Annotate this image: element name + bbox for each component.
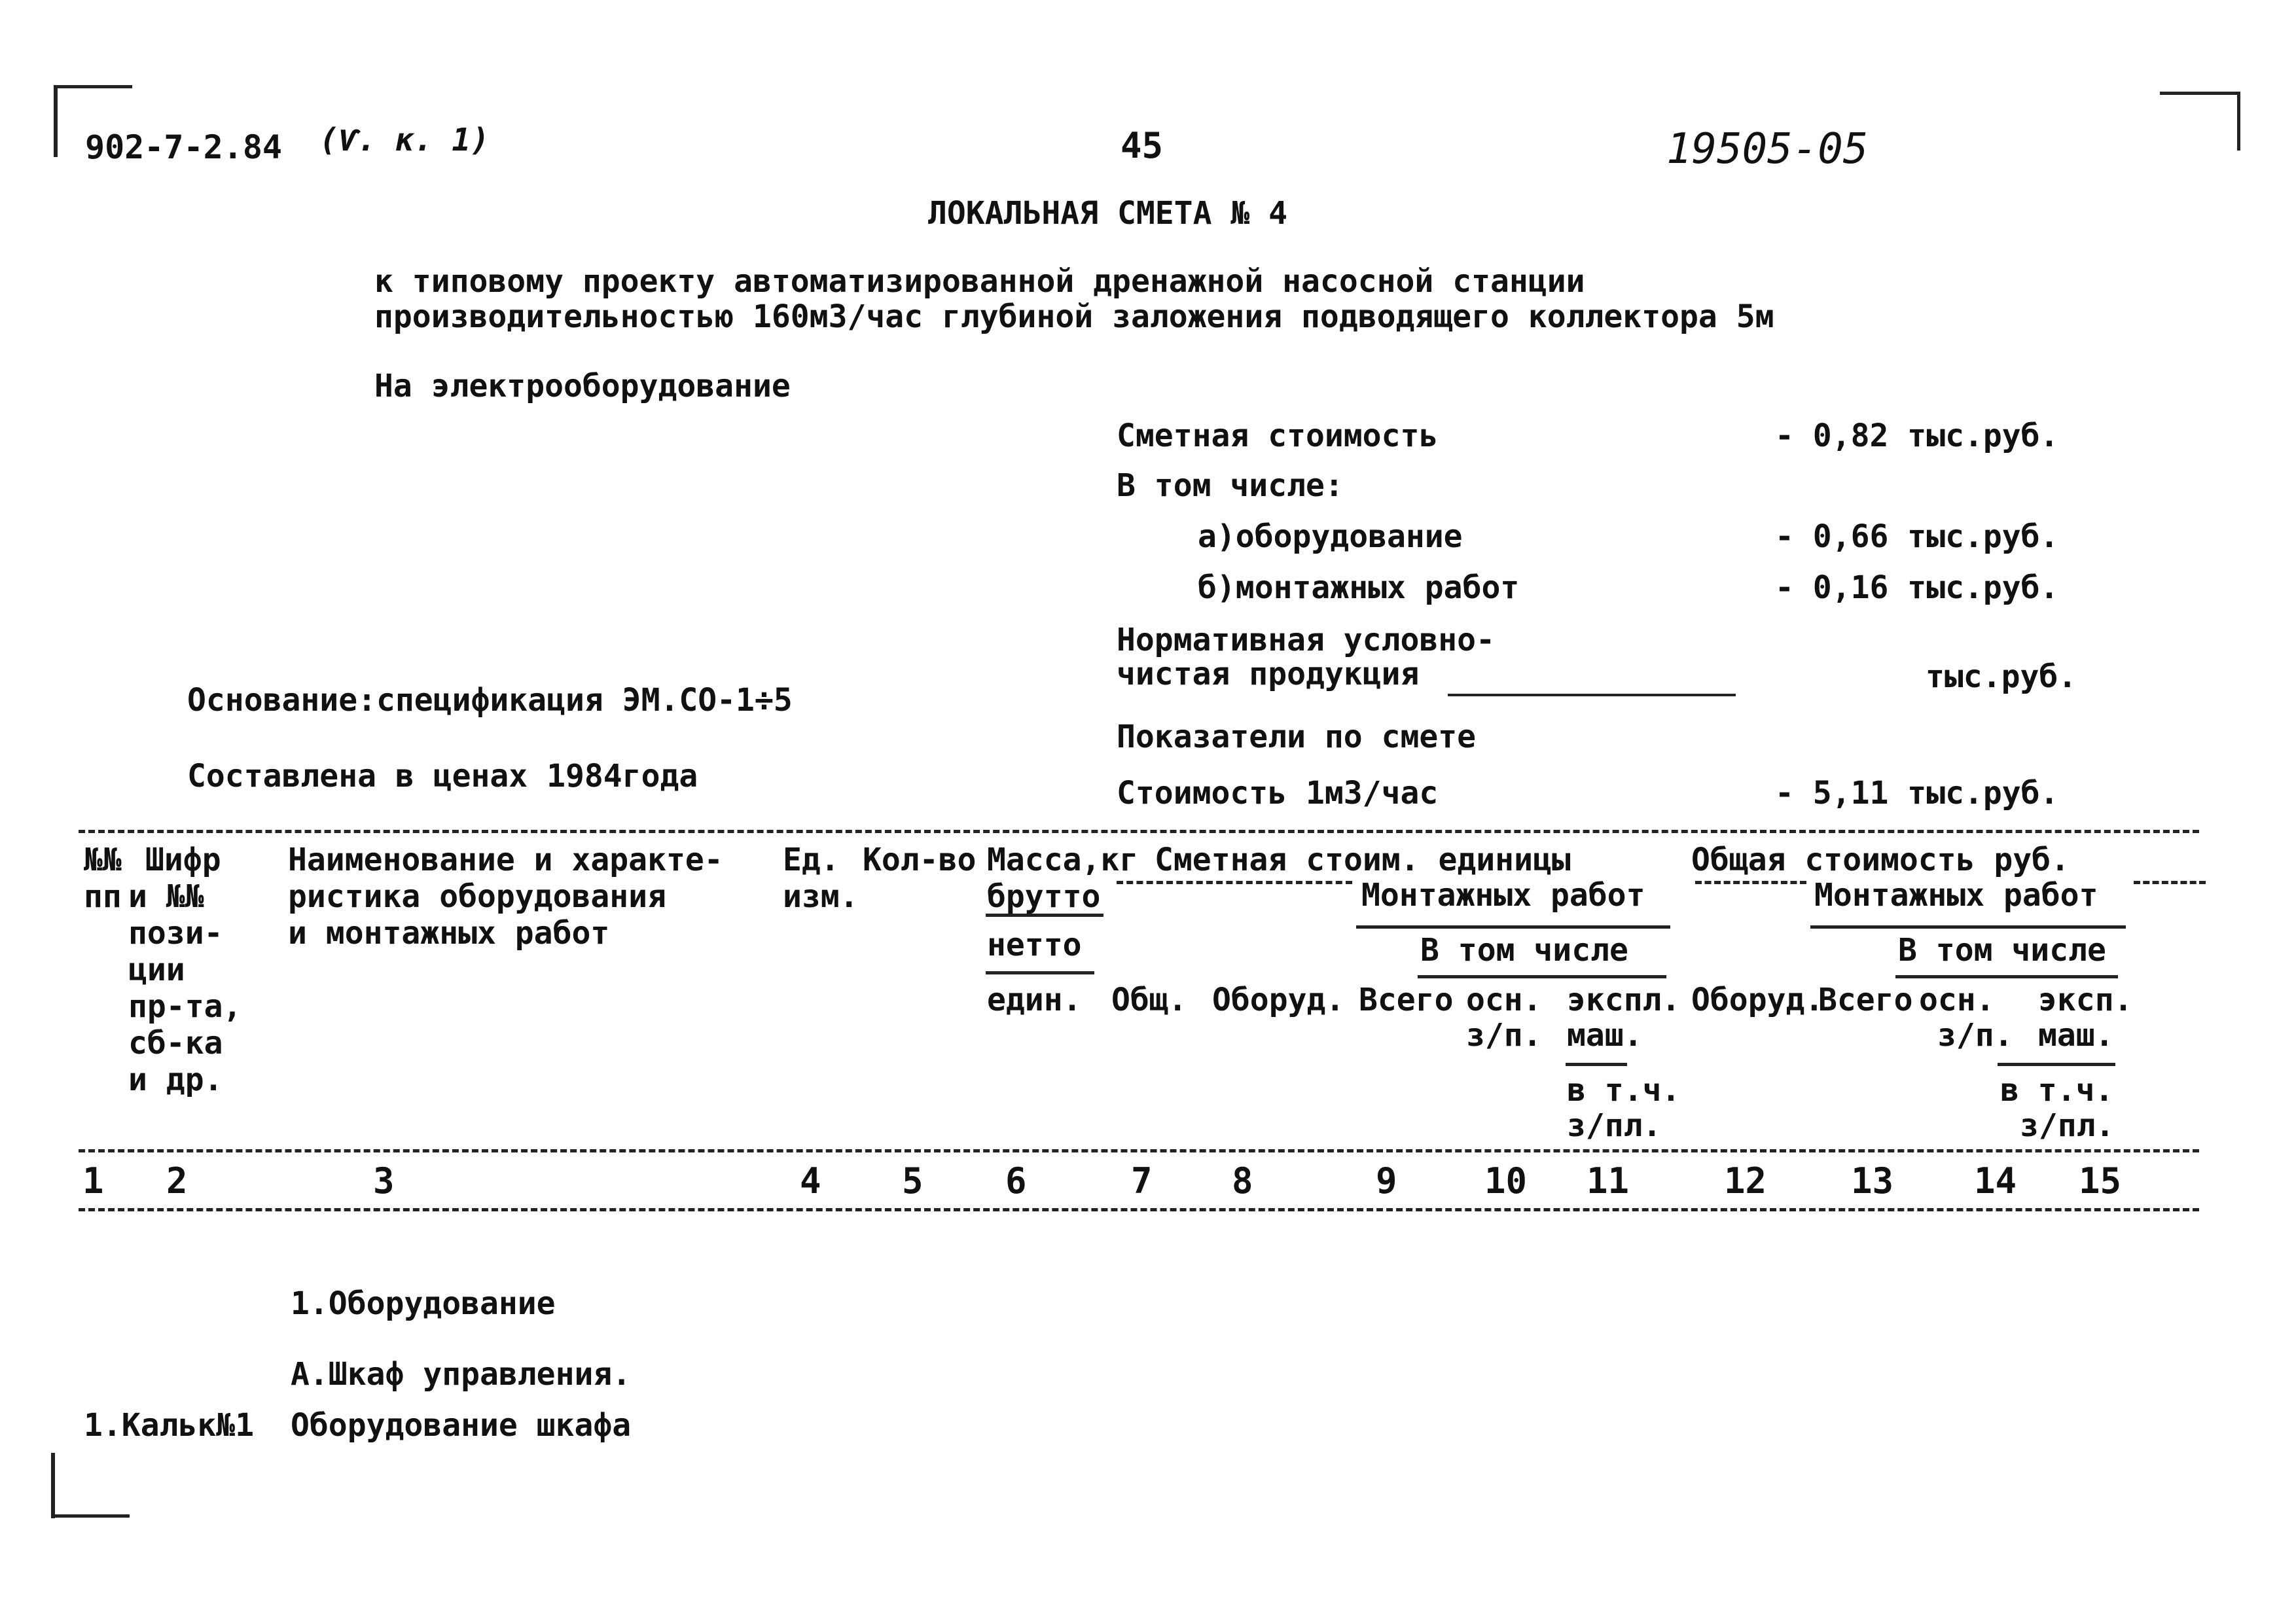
column-number: 12 — [1724, 1160, 1767, 1202]
col6-line-1: Масса,кг — [987, 842, 1139, 878]
column-number: 15 — [2079, 1160, 2122, 1202]
column-number: 2 — [166, 1160, 188, 1202]
volume-note: (Ѵ. к. 1) — [319, 122, 490, 158]
unit-cost-label: Стоимость 1м3/час — [1117, 775, 1439, 812]
prices-text: Составлена в ценах 1984года — [187, 758, 698, 794]
incl-unit-label: В том числе — [1420, 932, 1628, 969]
col2-line-1: Шифр — [145, 842, 221, 878]
column-number: 9 — [1376, 1160, 1397, 1202]
cost-label: Сметная стоимость — [1117, 418, 1439, 454]
col6-line-4: един. — [987, 982, 1082, 1018]
normative-value: тыс.руб. — [1926, 658, 2077, 695]
corner-mark-top-left-h — [54, 85, 132, 88]
col12-label: Оборуд. — [1691, 982, 1824, 1018]
project-code: 902-7-2.84 — [85, 128, 283, 166]
corner-mark-bottom-left — [51, 1453, 55, 1518]
subtitle-line-2: производительностью 160м3/час глубиной заложения подводящего коллектора 5м — [374, 298, 1774, 335]
total-group-label: Общая стоимость руб. — [1691, 842, 2070, 878]
column-number: 6 — [1005, 1160, 1027, 1202]
normative-blank-line — [1448, 694, 1736, 696]
col2-line-3: пози- — [128, 915, 223, 952]
corner-mark-top-right-v — [2237, 92, 2240, 151]
col11-rule — [1566, 1063, 1627, 1066]
cost-value: - 0,82 тыс.руб. — [1775, 418, 2059, 454]
col2-line-5: пр-та, — [128, 988, 242, 1025]
basis-text: Основание:спецификация ЭМ.СО-1÷5 — [187, 682, 793, 719]
col3-line-2: ристика оборудования — [288, 878, 666, 915]
col9-label: Всего — [1359, 982, 1454, 1018]
indicators-label: Показатели по смете — [1117, 719, 1477, 755]
column-number: 7 — [1131, 1160, 1153, 1202]
col15-line-3: в т.ч. — [2000, 1072, 2114, 1109]
col10-line-2: з/п. — [1466, 1017, 1542, 1054]
document-title: ЛОКАЛЬНАЯ СМЕТА № 4 — [928, 195, 1288, 232]
corner-mark-top-left — [54, 85, 58, 157]
column-number: 5 — [902, 1160, 924, 1202]
equipment-value: - 0,66 тыс.руб. — [1775, 518, 2059, 555]
col5-label: Кол-во — [863, 842, 977, 878]
col8-label: Оборуд. — [1212, 982, 1345, 1018]
unit-cost-group-rule — [1117, 881, 1352, 884]
column-number: 3 — [373, 1160, 395, 1202]
col2-line-2: и №№ — [128, 878, 204, 915]
corner-mark-bottom-left-h — [51, 1514, 130, 1518]
col11-line-4: з/пл. — [1567, 1107, 1662, 1144]
col1-line-2: пп — [84, 878, 122, 915]
total-group-rule — [1695, 881, 1806, 884]
col14-line-2: з/п. — [1937, 1017, 2013, 1054]
col4-line-2: изм. — [783, 878, 859, 915]
unit-cost-value: - 5,11 тыс.руб. — [1775, 775, 2059, 812]
column-number: 1 — [82, 1160, 104, 1202]
col15-line-2: маш. — [2038, 1017, 2114, 1054]
col6-line-2: брутто — [987, 878, 1101, 915]
incl-unit-rule — [1418, 975, 1666, 978]
col3-line-1: Наименование и характе- — [288, 842, 723, 878]
col7-label: Общ. — [1111, 982, 1187, 1018]
column-number: 4 — [800, 1160, 821, 1202]
incl-total-label: В том числе — [1898, 932, 2106, 969]
col15-line-1: эксп. — [2038, 982, 2133, 1018]
column-number: 8 — [1232, 1160, 1253, 1202]
mounting-label: б)монтажных работ — [1198, 569, 1520, 606]
mount-group-total-label: Монтажных работ — [1814, 877, 2098, 914]
col10-line-1: осн. — [1466, 982, 1542, 1018]
col15-rule — [1998, 1063, 2115, 1066]
total-group-rule-right — [2134, 881, 2206, 884]
col15-line-4: з/пл. — [2020, 1107, 2115, 1144]
col3-line-3: и монтажных работ — [288, 915, 610, 952]
mount-group-unit-label: Монтажных работ — [1361, 877, 1645, 914]
column-number: 10 — [1484, 1160, 1528, 1202]
col11-line-3: в т.ч. — [1567, 1072, 1681, 1109]
column-numbers-top-rule — [79, 1149, 2199, 1152]
row-position-code: 1.Кальк№1 — [84, 1407, 255, 1444]
column-numbers-bottom-rule — [79, 1208, 2199, 1211]
col14-line-1: осн. — [1919, 982, 1995, 1018]
purpose-text: На электрооборудование — [374, 368, 791, 404]
col1-line-1: №№ — [84, 842, 122, 878]
col2-line-6: сб-ка — [128, 1025, 223, 1061]
equipment-label: а)оборудование — [1198, 518, 1463, 555]
column-number: 13 — [1851, 1160, 1894, 1202]
row-item-name: Оборудование шкафа — [291, 1407, 632, 1444]
subtitle-line-1: к типовому проекту автоматизированной дренажной насосной станции — [374, 263, 1585, 300]
mounting-value: - 0,16 тыс.руб. — [1775, 569, 2059, 606]
including-label: В том числе: — [1117, 467, 1344, 504]
col13-label: Всего — [1818, 982, 1913, 1018]
page-number: 45 — [1121, 125, 1164, 166]
col2-line-4: ции — [128, 952, 185, 988]
unit-cost-group-label: Сметная стоим. единицы — [1155, 842, 1571, 878]
subsection-heading: А.Шкаф управления. — [291, 1356, 632, 1393]
col2-line-7: и др. — [128, 1061, 223, 1098]
col4-line-1: Ед. — [783, 842, 840, 878]
col11-line-1: экспл. — [1567, 982, 1681, 1018]
table-top-rule — [79, 830, 2199, 833]
col6-line-3: нетто — [987, 927, 1082, 963]
col6-rule-2 — [986, 971, 1094, 974]
column-number: 11 — [1587, 1160, 1630, 1202]
section-heading: 1.Оборудование — [291, 1285, 556, 1322]
column-number: 14 — [1974, 1160, 2017, 1202]
col6-rule-1 — [986, 914, 1103, 917]
corner-mark-top-right — [2160, 92, 2240, 95]
normative-label-2: чистая продукция — [1117, 656, 1420, 692]
incl-total-rule — [1895, 975, 2118, 978]
document-number: 19505-05 — [1666, 125, 1869, 173]
col11-line-2: маш. — [1567, 1017, 1643, 1054]
mount-group-unit-rule — [1356, 925, 1670, 929]
mount-group-total-rule — [1810, 925, 2126, 929]
normative-label-1: Нормативная условно- — [1117, 622, 1495, 658]
